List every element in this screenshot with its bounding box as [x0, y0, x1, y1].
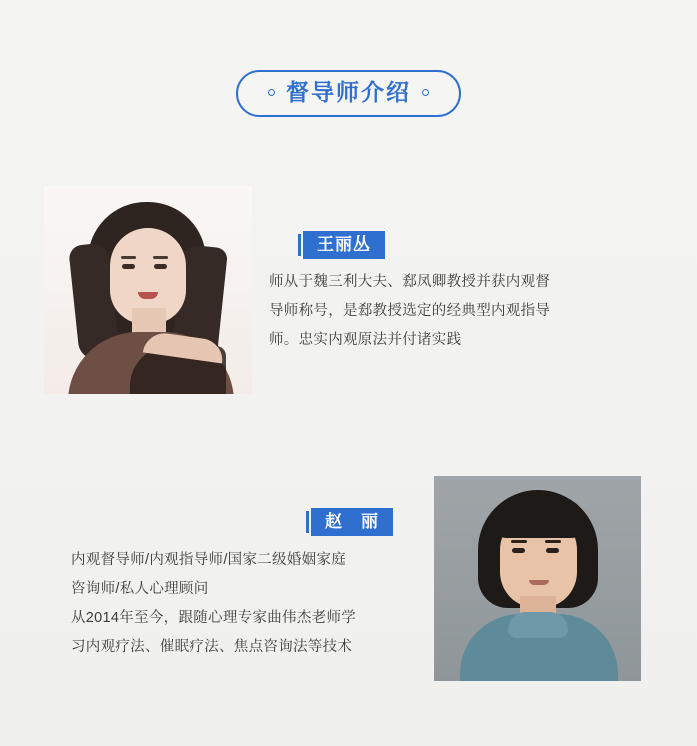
- portrait-collar: [508, 612, 568, 638]
- avatar-photo-2: [434, 476, 641, 681]
- portrait-eye-left: [122, 264, 135, 269]
- portrait-brow-right: [153, 256, 168, 259]
- bio-line: 内观督导师/内观指导师/国家二级婚姻家庭: [71, 552, 347, 568]
- section-title-wrapper: [0, 70, 697, 117]
- person-bio-1: [269, 268, 669, 355]
- circle-dot-icon: [268, 89, 275, 96]
- bio-line: 师。忠实内观原法并付诸实践: [269, 332, 462, 348]
- bio-line: 导师称号，是郄教授选定的经典型内观指导: [269, 303, 551, 319]
- section-title-badge: [236, 70, 461, 117]
- page-title: 督导师介绍: [286, 79, 411, 105]
- portrait-brow-left: [511, 540, 527, 543]
- person-bio-2: [71, 546, 431, 662]
- bio-line: 从2014年至今，跟随心理专家曲伟杰老师学: [71, 610, 357, 626]
- portrait-brow-right: [545, 540, 561, 543]
- person-name-tag-1: 王丽丛: [303, 231, 385, 259]
- bio-line: 习内观疗法、催眠疗法、焦点咨询法等技术: [71, 639, 353, 655]
- portrait-fringe: [492, 498, 586, 538]
- bio-line: 师从于魏三利大夫、郄凤卿教授并获内观督: [269, 274, 551, 290]
- portrait-mouth: [529, 580, 549, 585]
- portrait-eye-left: [512, 548, 525, 553]
- avatar-photo-1: [44, 186, 252, 394]
- circle-dot-icon: [422, 89, 429, 96]
- bio-line: 咨询师/私人心理顾问: [71, 581, 209, 597]
- person-name-tag-2: 赵 丽: [311, 508, 393, 536]
- portrait-eye-right: [154, 264, 167, 269]
- portrait-eye-right: [546, 548, 559, 553]
- portrait-brow-left: [121, 256, 136, 259]
